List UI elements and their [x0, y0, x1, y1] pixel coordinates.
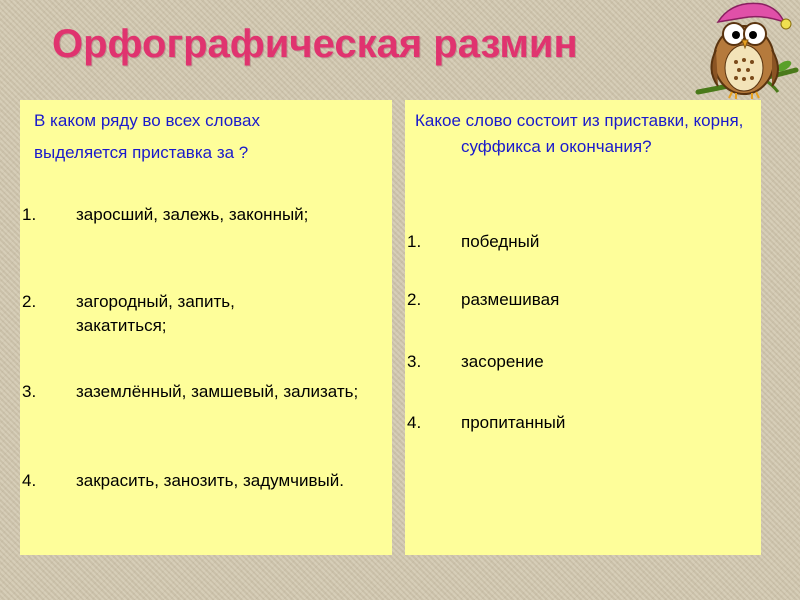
right-question-panel: [405, 100, 761, 555]
option-text: засорение: [461, 352, 544, 371]
left-question-panel: [20, 100, 392, 555]
left-question-line1: В каком ряду во всех словах: [34, 111, 260, 130]
option-number: 3.: [22, 382, 37, 401]
option-text: закрасить, занозить, задумчивый.: [76, 471, 344, 490]
option-text: победный: [461, 232, 540, 251]
option-number: 1.: [22, 205, 37, 224]
option-text: загородный, запить, закатиться;: [76, 292, 235, 335]
owl-icon: [692, 0, 800, 112]
option-number: 1.: [407, 232, 422, 251]
option-text: размешивая: [461, 290, 560, 309]
option-text: заросший, залежь, законный;: [76, 205, 309, 224]
option-number: 4.: [22, 471, 37, 490]
left-question-line2: выделяется приставка за ?: [34, 143, 249, 162]
option-text: заземлённый, замшевый, зализать;: [76, 382, 359, 401]
option-number: 2.: [22, 292, 37, 311]
option-number: 2.: [407, 290, 422, 309]
option-text: пропитанный: [461, 413, 566, 432]
option-number: 3.: [407, 352, 422, 371]
right-question: [415, 108, 745, 160]
slide-title: Орфографическая размин: [52, 22, 578, 66]
option-number: 4.: [407, 413, 422, 432]
right-question-text: Какое слово состоит из приставки, корня, суффикса и окончания?: [415, 111, 744, 156]
